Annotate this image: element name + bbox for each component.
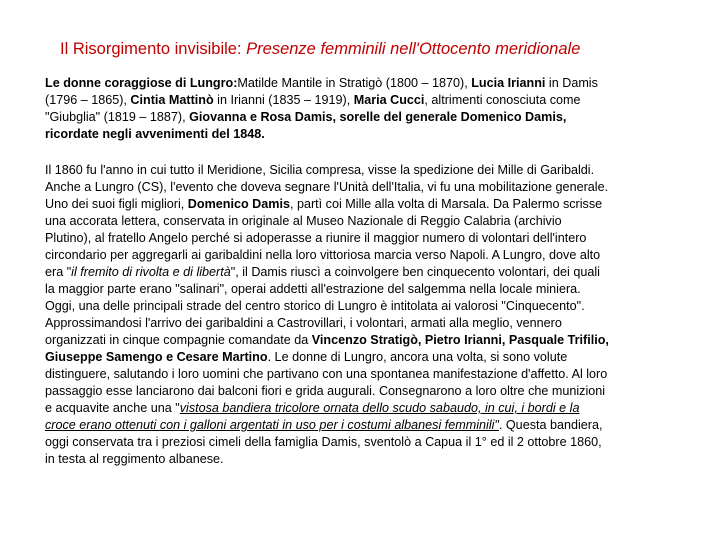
body-quote: il fremito di rivolta e di libertà (71, 265, 231, 279)
title-italic: Presenze femminili nell'Ottocento meridionale (246, 40, 581, 58)
intro-name: Cintia Mattinò (130, 93, 214, 107)
body-names: Vincenzo Stratigò, Pietro Irianni, Pasquale Trifilio, Giuseppe Samengo e Cesare Martino (45, 333, 609, 364)
title-normal: Il Risorgimento invisibile: (60, 40, 247, 58)
intro-paragraph (45, 75, 615, 143)
intro-lead: Le donne coraggiose di Lungro: (45, 76, 238, 90)
body-text: , partì coi Mille alla volta di Marsala. Da Palermo scrisse una accorata lettera, conservata in originale al Museo Nazionale di Reggio Calabria (archivio Plutino), al fratello Angelo perché si adoperasse a riunire il maggior numero di volontari dell'intero circondario per aggregarli ai garibaldini nella loro vittoriosa marcia verso Napoli. A Lungro, dove alto era " (45, 197, 603, 279)
body-text: Il 1860 fu l'anno in cui tutto il Meridione, Sicilia compresa, visse la spedizione dei Mille di Garibaldi. Anche a Lungro (CS), l'evento che doveva segnare l'Unità dell'Italia, vi fu una mobilitazione generale. Uno dei suoi figli migliori, (45, 163, 609, 211)
intro-text: , altrimenti conosciuta come "Giubglia" (1819 – 1887), (45, 93, 581, 124)
page-title (60, 40, 580, 59)
body-text: ", il Damis riuscì a coinvolgere ben cinquecento volontari, dei quali la maggior parte erano "salinari", operai addetti all'estrazione del salgemma nella locale miniera. Oggi, una delle principali strade del centro storico di Lungro è intitolata ai valorosi "Cinquecento". Approssimandosi l'arrivo dei garibaldini a Castrovillari, i volontari, armati alla meglio, vennero organizzati in cinque compagnie comandate da (45, 265, 600, 347)
intro-text: in Damis (1796 – 1865), (45, 76, 598, 107)
body-paragraph (45, 162, 611, 468)
intro-name: Maria Cucci (353, 93, 425, 107)
body-name: Domenico Damis (187, 197, 290, 211)
intro-name: Lucia Irianni (471, 76, 546, 90)
body-text: . Questa bandiera, oggi conservata tra i preziosi cimeli della famiglia Damis, sventolò a Capua il 1° ed il 2 ottobre 1860, in testa al reggimento albanese. (45, 418, 603, 466)
intro-name: Giovanna e Rosa Damis, sorelle del generale Domenico Damis, ricordate negli avvenimenti del 1848. (45, 110, 567, 141)
body-text: . Le donne di Lungro, ancora una volta, si sono volute distinguere, salutando i loro uomini che partivano con una spontanea manifestazione d'affetto. Al loro passaggio esse lanciarono dai balconi fiori e grida augurali. Consegnarono a loro oltre che munizioni e acquavite anche una " (45, 350, 608, 415)
intro-text: Matilde Mantile in Stratigò (1800 – 1870), (237, 76, 472, 90)
intro-text: in Irianni (1835 – 1919), (213, 93, 354, 107)
body-underlined-quote: vistosa bandiera tricolore ornata dello scudo sabaudo, in cui, i bordi e la croce erano ottenuti con i galloni argentati in uso per i costumi albanesi femminili" (45, 401, 580, 432)
